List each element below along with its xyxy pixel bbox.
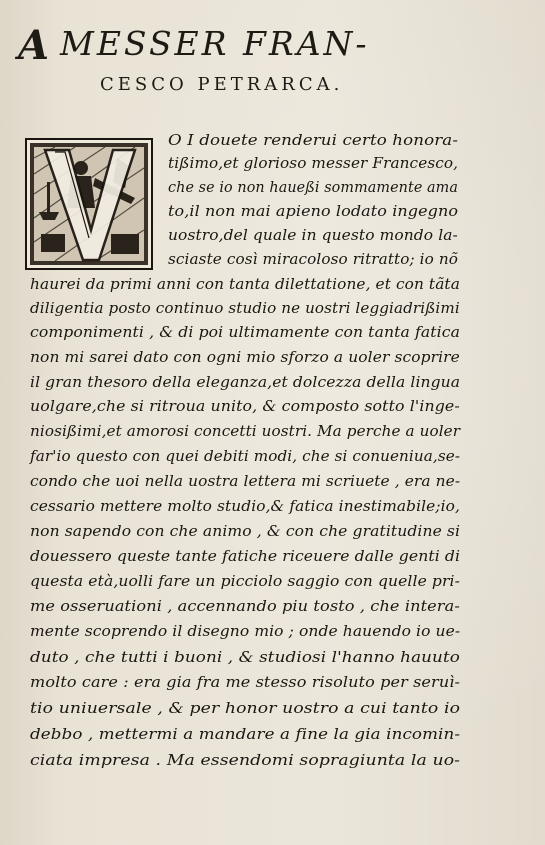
text-line: che se io non haueßi sommamente ama xyxy=(168,178,458,196)
text-line: far'io questo con quei debiti modi, che si conueniua,se- xyxy=(30,447,461,465)
text-line: tio uniuersale , & per honor uostro a cui tanto io xyxy=(30,699,461,717)
text-line: duto , che tutti i buoni , & studiosi l'hanno hauuto xyxy=(30,648,460,666)
text-line: componimenti , & di poi ultimamente con tanta fatica xyxy=(30,323,461,341)
dedication-heading-line2: CESCO PETRARCA. xyxy=(100,74,344,95)
heading-title: MESSER FRAN- xyxy=(60,24,370,63)
heading-initial: A xyxy=(18,22,53,69)
text-line: uostro,del quale in questo mondo la- xyxy=(168,226,458,244)
text-line: diligentia posto continuo studio ne uostri leggiadrißimi xyxy=(30,299,460,317)
text-line: debbo , mettermi a mandare a fine la gia incomin- xyxy=(30,725,461,743)
text-line: condo che uoi nella uostra lettera mi scriuete , era ne- xyxy=(30,472,461,490)
text-line: douessero queste tante fatiche riceuere dalle genti di xyxy=(30,547,461,565)
text-line: cessario mettere molto studio,& fatica inestimabile;io, xyxy=(30,497,460,515)
svg-text:V: V xyxy=(88,223,90,224)
text-line: questa età,uolli fare un picciolo saggio con quelle pri- xyxy=(30,572,460,590)
text-line: mente scoprendo il disegno mio ; onde hauendo io ue- xyxy=(30,622,461,640)
text-line: non mi sarei dato con ogni mio sforzo a uoler scoprire xyxy=(30,348,460,366)
woodcut-initial-v-icon xyxy=(25,138,153,270)
text-line: uolgare,che si ritroua unito, & composto sotto l'inge- xyxy=(30,397,460,415)
text-line: to,il non mai apieno lodato ingegno xyxy=(168,202,459,220)
text-line: O I douete renderui certo honora- xyxy=(168,131,459,149)
text-line: non sapendo con che animo , & con che gratitudine si xyxy=(30,522,461,540)
text-line: me osseruationi , accennando piu tosto , che intera- xyxy=(30,597,460,615)
text-line: haurei da primi anni con tanta dilettatione, et con tãta xyxy=(30,275,460,293)
text-line: ciata impresa . Ma essendomi sopragiunta la uo- xyxy=(30,751,461,769)
dedication-heading-line1 xyxy=(18,22,538,69)
text-line: tißimo,et glorioso messer Francesco, xyxy=(168,154,459,172)
text-line: niosißimi,et amorosi concetti uostri. Ma perche a uoler xyxy=(30,422,461,440)
text-line: sciaste così miracoloso ritratto; io nõ xyxy=(168,250,459,268)
text-line: il gran thesoro della eleganza,et dolcezza della lingua xyxy=(30,373,461,391)
text-line: molto care : era gia fra me stesso risoluto per seruì- xyxy=(30,673,461,691)
